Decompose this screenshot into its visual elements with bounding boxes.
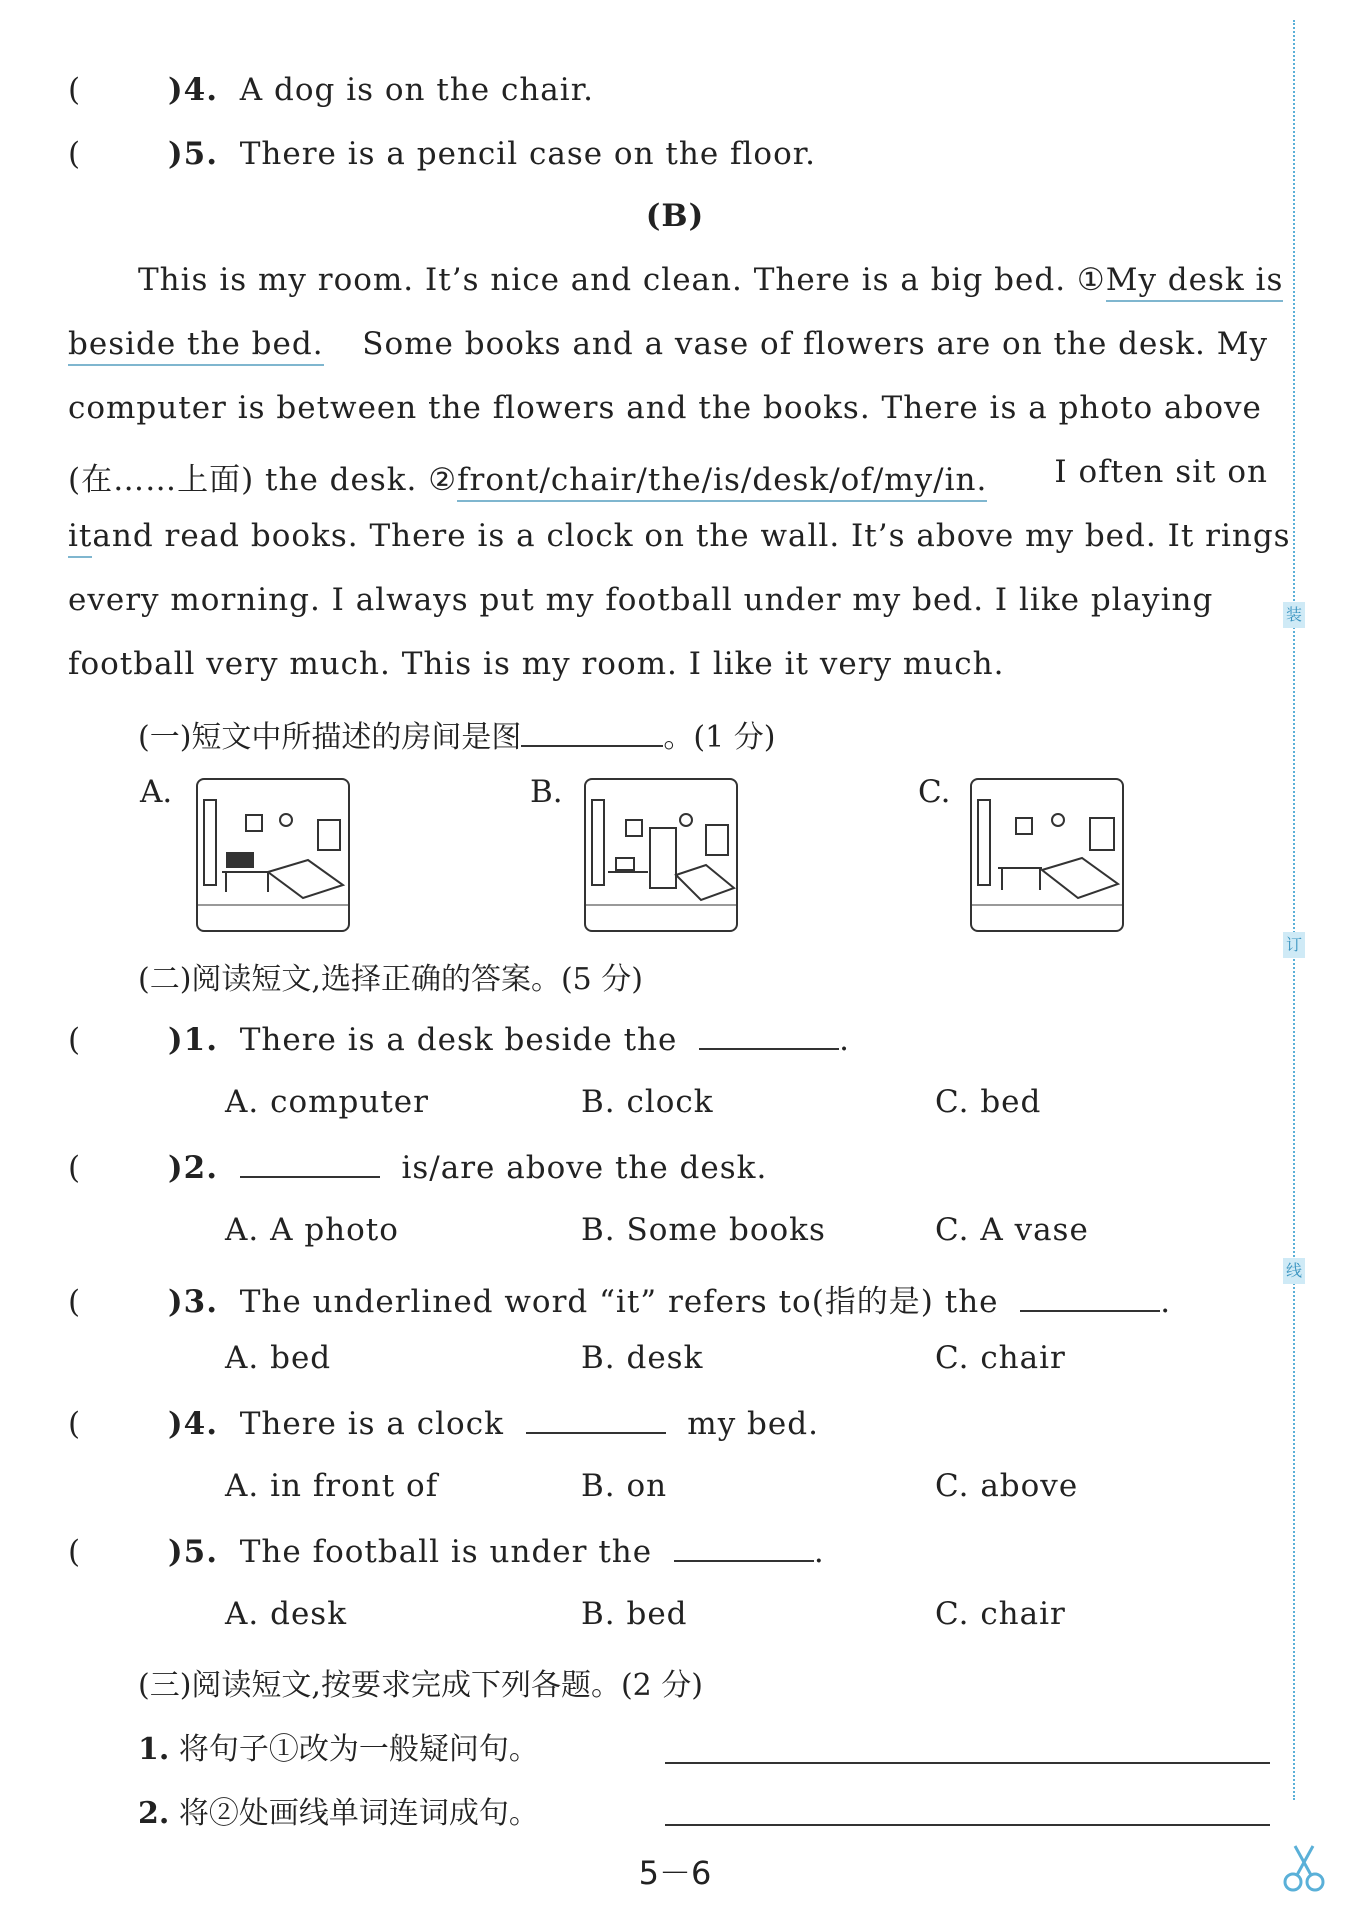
answer-line-2[interactable] bbox=[665, 1824, 1270, 1826]
option-c[interactable]: C. chair bbox=[935, 1340, 1066, 1376]
answer-blank[interactable] bbox=[699, 1020, 839, 1050]
passage-row: (在……上面) the desk. ②front/chair/the/is/desk/of/my/in. I often sit on bbox=[68, 454, 1268, 499]
option-a[interactable]: A. in front of bbox=[225, 1468, 439, 1504]
answer-line-1[interactable] bbox=[665, 1762, 1270, 1764]
passage-row: it and read books. There is a clock on the wall. It’s above my bed. It rings bbox=[68, 518, 1268, 558]
part2-question-3: ( )3. The underlined word “it” refers to(指的是) the . bbox=[68, 1284, 1172, 1320]
passage-row: football very much. This is my room. I like it very much. bbox=[68, 646, 1005, 682]
room-picture-b[interactable] bbox=[584, 778, 738, 932]
option-b[interactable]: B. Some books bbox=[581, 1212, 826, 1248]
part2-question-1: ( )1. There is a desk beside the . bbox=[68, 1022, 850, 1058]
part3-title: (三)阅读短文,按要求完成下列各题。(2 分) bbox=[138, 1668, 703, 1703]
page-number: 5－6 bbox=[638, 1854, 712, 1892]
answer-blank[interactable] bbox=[526, 1404, 666, 1434]
part3-question-1: 1. 将句子①改为一般疑问句。 bbox=[138, 1732, 539, 1767]
passage-row: beside the bed. Some books and a vase of flowers are on the desk. My bbox=[68, 326, 1268, 366]
part3-question-2: 2. 将②处画线单词连词成句。 bbox=[138, 1796, 539, 1831]
answer-blank[interactable] bbox=[674, 1532, 814, 1562]
binding-cut-line bbox=[1293, 20, 1295, 1800]
option-c[interactable]: C. chair bbox=[935, 1596, 1066, 1632]
option-c[interactable]: C. A vase bbox=[935, 1212, 1089, 1248]
option-b[interactable]: B. bed bbox=[581, 1596, 688, 1632]
part2-question-4: ( )4. There is a clock my bed. bbox=[68, 1406, 819, 1442]
option-a-label: A. bbox=[140, 774, 173, 810]
option-a[interactable]: A. desk bbox=[225, 1596, 347, 1632]
part2-question-5: ( )5. The football is under the . bbox=[68, 1534, 825, 1570]
passage-row: every morning. I always put my football under my bed. I like playing bbox=[68, 582, 1214, 618]
binding-tab: 线 bbox=[1283, 1258, 1305, 1284]
passage-row: computer is between the flowers and the books. There is a photo above bbox=[68, 390, 1262, 426]
answer-blank[interactable] bbox=[521, 717, 663, 747]
answer-blank[interactable] bbox=[1020, 1282, 1160, 1312]
underlined-words-2: front/chair/the/is/desk/of/my/in. bbox=[457, 462, 987, 502]
room-b-drawing bbox=[586, 780, 736, 930]
part2-title: (二)阅读短文,选择正确的答案。(5 分) bbox=[138, 962, 643, 997]
option-c[interactable]: C. above bbox=[935, 1468, 1079, 1504]
option-b[interactable]: B. on bbox=[581, 1468, 668, 1504]
question-a4: ( )4. A dog is on the chair. bbox=[68, 72, 594, 108]
room-picture-a[interactable] bbox=[196, 778, 350, 932]
underlined-sentence-1-cont: beside the bed. bbox=[68, 326, 324, 366]
option-a[interactable]: A. bed bbox=[225, 1340, 332, 1376]
option-b-label: B. bbox=[530, 774, 563, 810]
part2-question-2: ( )2. is/are above the desk. bbox=[68, 1150, 768, 1186]
room-a-drawing bbox=[198, 780, 348, 930]
passage-row: This is my room. It’s nice and clean. There is a big bed. ① My desk is bbox=[68, 262, 1268, 302]
section-b-title: (B) bbox=[645, 198, 705, 234]
binding-tab: 订 bbox=[1283, 932, 1305, 958]
option-a[interactable]: A. computer bbox=[225, 1084, 429, 1120]
option-c-label: C. bbox=[918, 774, 951, 810]
underlined-sentence-1: My desk is bbox=[1106, 262, 1284, 302]
underlined-it: it bbox=[68, 518, 92, 558]
option-b[interactable]: B. clock bbox=[581, 1084, 714, 1120]
option-c[interactable]: C. bed bbox=[935, 1084, 1042, 1120]
binding-tab: 装 bbox=[1283, 602, 1305, 628]
option-b[interactable]: B. desk bbox=[581, 1340, 704, 1376]
answer-blank[interactable] bbox=[240, 1148, 380, 1178]
room-picture-c[interactable] bbox=[970, 778, 1124, 932]
room-c-drawing bbox=[972, 780, 1122, 930]
question-a5: ( )5. There is a pencil case on the floor. bbox=[68, 136, 817, 172]
option-a[interactable]: A. A photo bbox=[225, 1212, 399, 1248]
part1-title: (一)短文中所描述的房间是图 。(1 分) bbox=[138, 712, 775, 756]
